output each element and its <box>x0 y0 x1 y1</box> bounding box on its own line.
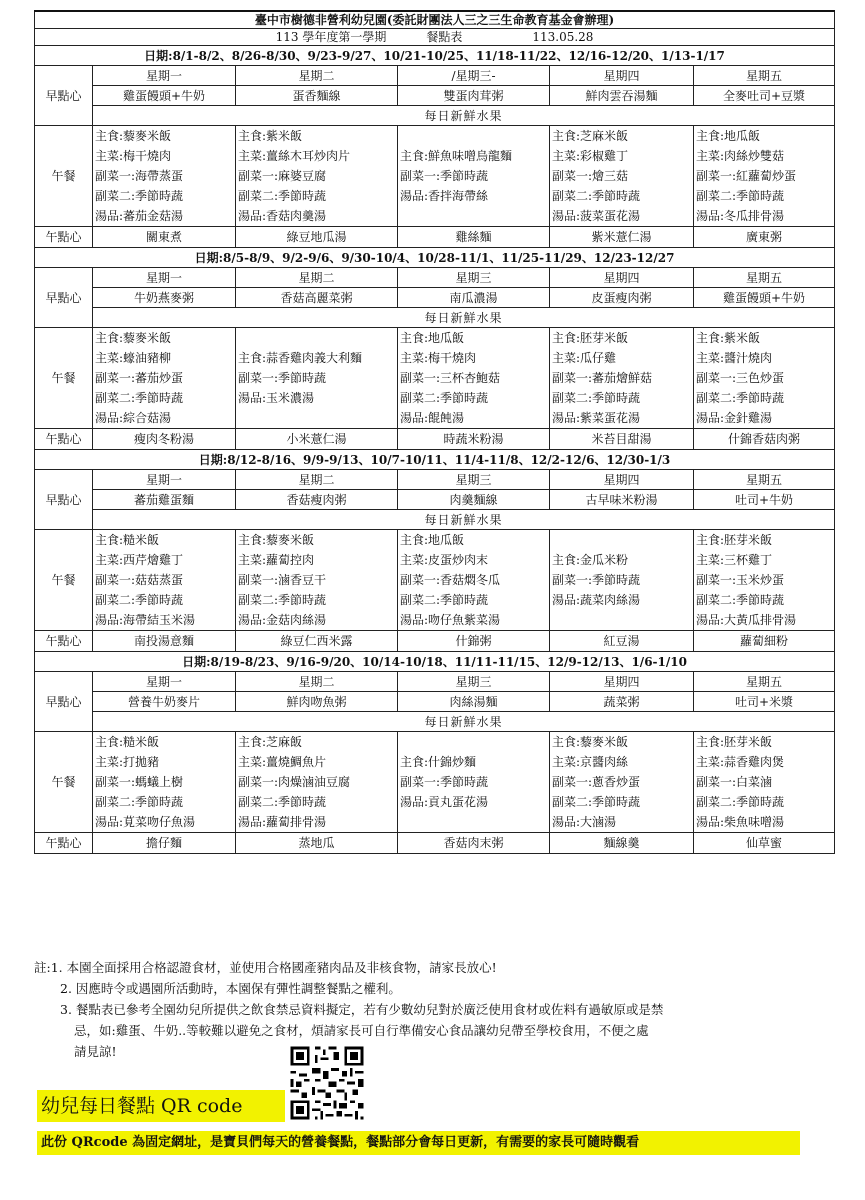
day-header: 星期四 <box>550 268 694 288</box>
lunch-row <box>35 530 835 631</box>
lunch-item: 副菜一:燴三菇 <box>552 169 629 183</box>
day-header: 星期五 <box>694 66 835 86</box>
row-label-afternoon: 午點心 <box>35 631 93 652</box>
lunch-item: 主食:地瓜飯 <box>400 533 465 547</box>
lunch-item: 主食:糙米飯 <box>95 735 160 749</box>
note-2: 2. 因應時令或遇園所活動時，本園保有彈性調整餐點之權利。 <box>60 981 401 996</box>
breakfast-row <box>35 288 835 308</box>
lunch-item: 主菜:梅干燒肉 <box>95 149 172 163</box>
term-label: 113 學年度第一學期 <box>275 30 387 44</box>
lunch-item: 主菜:西芹燴雞丁 <box>95 553 184 567</box>
lunch-item: 副菜二:季節時蔬 <box>95 795 184 809</box>
row-label-lunch: 午餐 <box>35 530 93 631</box>
lunch-item: 主食:蒜香雞肉義大利麵 <box>238 351 363 365</box>
afternoon-item: 蘿蔔細粉 <box>694 631 835 652</box>
afternoon-item: 廣東粥 <box>694 227 835 248</box>
lunch-item: 主菜:瓜仔雞 <box>552 351 617 365</box>
lunch-cell <box>236 126 398 227</box>
day-header: 星期一 <box>93 66 236 86</box>
day-header: 星期五 <box>694 672 835 692</box>
afternoon-item: 南投湯意麵 <box>93 631 236 652</box>
lunch-item: 主食:藜麥米飯 <box>95 129 172 143</box>
lunch-item: 湯品:香菇肉羹湯 <box>238 209 327 223</box>
notes-section <box>34 957 834 1062</box>
lunch-item: 主菜:蠔油豬柳 <box>95 351 172 365</box>
afternoon-item: 紅豆湯 <box>550 631 694 652</box>
lunch-item: 主食:紫米飯 <box>238 129 303 143</box>
lunch-item: 副菜一:麻婆豆腐 <box>238 169 327 183</box>
afternoon-item: 擔仔麵 <box>93 833 236 854</box>
afternoon-item: 綠豆地瓜湯 <box>236 227 398 248</box>
lunch-item: 副菜二:季節時蔬 <box>238 189 327 203</box>
lunch-item: 湯品:海帶結玉米湯 <box>95 613 196 627</box>
breakfast-item: 鮮肉吻魚粥 <box>236 692 398 712</box>
lunch-item: 主食:藜麥米飯 <box>238 533 315 547</box>
lunch-item: 主食:胚芽米飯 <box>552 331 629 345</box>
lunch-item: 主菜:薑燒鯛魚片 <box>238 755 327 769</box>
lunch-item: 主菜:蒜香雞肉煲 <box>696 755 785 769</box>
row-label-lunch: 午餐 <box>35 732 93 833</box>
afternoon-row <box>35 227 835 248</box>
row-label-afternoon: 午點心 <box>35 429 93 450</box>
breakfast-item: 雞蛋饅頭+牛奶 <box>93 86 236 106</box>
lunch-item: 副菜二:季節時蔬 <box>552 795 641 809</box>
row-label-afternoon: 午點心 <box>35 833 93 854</box>
breakfast-item: 肉羹麵線 <box>398 490 550 510</box>
day-header: 星期三 <box>398 672 550 692</box>
lunch-cell <box>550 732 694 833</box>
lunch-item: 主食:什錦炒麵 <box>400 755 477 769</box>
lunch-item: 副菜二:季節時蔬 <box>696 795 785 809</box>
afternoon-item: 什錦粥 <box>398 631 550 652</box>
afternoon-row <box>35 833 835 854</box>
lunch-item: 副菜一:季節時蔬 <box>552 573 641 587</box>
lunch-item: 副菜一:蕃茄燴鮮菇 <box>552 371 653 385</box>
breakfast-item: 全麥吐司+豆漿 <box>694 86 835 106</box>
day-header: 星期一 <box>93 470 236 490</box>
lunch-item: 湯品:玉米濃湯 <box>238 391 315 405</box>
row-label-lunch: 午餐 <box>35 328 93 429</box>
breakfast-item: 古早味米粉湯 <box>550 490 694 510</box>
lunch-item: 副菜二:季節時蔬 <box>696 391 785 405</box>
breakfast-row <box>35 86 835 106</box>
lunch-cell <box>93 328 236 429</box>
breakfast-item: 雙蛋肉茸粥 <box>398 86 550 106</box>
issue-date: 113.05.28 <box>532 30 594 44</box>
lunch-cell <box>236 732 398 833</box>
lunch-cell <box>398 126 550 227</box>
lunch-item: 主食:胚芽米飯 <box>696 735 773 749</box>
lunch-item: 副菜二:季節時蔬 <box>238 795 327 809</box>
lunch-item: 副菜二:季節時蔬 <box>552 189 641 203</box>
afternoon-item: 仙草蜜 <box>694 833 835 854</box>
lunch-item: 湯品:貢丸蛋花湯 <box>400 795 489 809</box>
day-header: 星期三 <box>398 268 550 288</box>
afternoon-item: 小米薏仁湯 <box>236 429 398 450</box>
day-header: /星期三- <box>398 66 550 86</box>
lunch-row <box>35 732 835 833</box>
lunch-item: 湯品:餛飩湯 <box>400 411 465 425</box>
fruit-row <box>35 308 835 328</box>
breakfast-item: 香菇瘦肉粥 <box>236 490 398 510</box>
lunch-cell <box>93 732 236 833</box>
lunch-item: 主食:藜麥米飯 <box>552 735 629 749</box>
lunch-cell <box>93 126 236 227</box>
doc-type-label: 餐點表 <box>426 30 463 44</box>
day-header-row <box>35 470 835 490</box>
daily-fruit: 每日新鮮水果 <box>93 308 835 328</box>
afternoon-item: 蒸地瓜 <box>236 833 398 854</box>
lunch-item: 主菜:薑絲木耳炒肉片 <box>238 149 351 163</box>
day-header: 星期四 <box>550 66 694 86</box>
lunch-item: 副菜一:三色炒蛋 <box>696 371 785 385</box>
lunch-cell <box>694 126 835 227</box>
lunch-item: 湯品:蔬菜肉絲湯 <box>552 593 641 607</box>
lunch-item: 副菜一:蕃茄炒蛋 <box>95 371 184 385</box>
note-3a: 3. 餐點表已參考全園幼兒所提供之飲食禁忌資料擬定，若有少數幼兒對於廣泛使用食材或佐料有過敏原或是禁 <box>60 1002 664 1017</box>
lunch-item: 主食:胚芽米飯 <box>696 533 773 547</box>
lunch-item: 副菜二:季節時蔬 <box>696 593 785 607</box>
afternoon-item: 香菇肉末粥 <box>398 833 550 854</box>
lunch-item: 主菜:京醬肉絲 <box>552 755 629 769</box>
row-label-breakfast: 早點心 <box>35 470 93 530</box>
lunch-item: 主食:地瓜飯 <box>696 129 761 143</box>
lunch-cell <box>550 126 694 227</box>
day-header: 星期二 <box>236 672 398 692</box>
breakfast-item: 肉絲湯麵 <box>398 692 550 712</box>
day-header: 星期二 <box>236 470 398 490</box>
lunch-item: 主菜:皮蛋炒肉末 <box>400 553 489 567</box>
breakfast-item: 牛奶燕麥粥 <box>93 288 236 308</box>
note-3b: 忌，如:雞蛋、牛奶..等較難以避免之食材，煩請家長可自行準備安心食品讓幼兒帶至學校食用，不便之處 <box>74 1023 649 1038</box>
lunch-cell <box>398 530 550 631</box>
lunch-item: 主食:地瓜飯 <box>400 331 465 345</box>
lunch-item: 主菜:打拋豬 <box>95 755 160 769</box>
lunch-item: 湯品:蘿蔔排骨湯 <box>238 815 327 829</box>
lunch-item: 副菜一:紅蘿蔔炒蛋 <box>696 169 797 183</box>
row-label-afternoon: 午點心 <box>35 227 93 248</box>
lunch-item: 湯品:吻仔魚紫菜湯 <box>400 613 501 627</box>
afternoon-item: 雞絲麵 <box>398 227 550 248</box>
week-dates: 日期:8/12-8/16、9/9-9/13、10/7-10/11、11/4-11/8、12/2-12/6、12/30-1/3 <box>35 450 835 470</box>
lunch-item: 湯品:金針雞湯 <box>696 411 773 425</box>
lunch-item: 主菜:三杯雞丁 <box>696 553 773 567</box>
day-header: 星期四 <box>550 672 694 692</box>
lunch-item: 副菜一:季節時蔬 <box>238 371 327 385</box>
lunch-item: 湯品:菠菜蛋花湯 <box>552 209 641 223</box>
lunch-item: 副菜一:菇菇蒸蛋 <box>95 573 184 587</box>
day-header-row <box>35 66 835 86</box>
afternoon-item: 綠豆仁西米露 <box>236 631 398 652</box>
lunch-item: 副菜二:季節時蔬 <box>400 391 489 405</box>
daily-fruit: 每日新鮮水果 <box>93 106 835 126</box>
lunch-cell <box>694 732 835 833</box>
lunch-item: 主食:芝麻飯 <box>238 735 303 749</box>
lunch-row <box>35 126 835 227</box>
lunch-cell <box>550 530 694 631</box>
afternoon-item: 什錦香菇肉粥 <box>694 429 835 450</box>
day-header: 星期一 <box>93 268 236 288</box>
lunch-item: 副菜二:季節時蔬 <box>95 189 184 203</box>
menu-subtitle <box>35 29 835 46</box>
lunch-item: 副菜一:季節時蔬 <box>400 169 489 183</box>
row-label-breakfast: 早點心 <box>35 672 93 732</box>
fruit-row <box>35 510 835 530</box>
lunch-item: 湯品:蕃茄金菇湯 <box>95 209 184 223</box>
afternoon-item: 瘦肉冬粉湯 <box>93 429 236 450</box>
day-header: 星期五 <box>694 268 835 288</box>
lunch-item: 副菜一:肉燥滷油豆腐 <box>238 775 351 789</box>
lunch-item: 湯品:香拌海帶絲 <box>400 189 489 203</box>
lunch-item: 湯品:金菇肉絲湯 <box>238 613 327 627</box>
qr-code-icon[interactable] <box>288 1044 366 1122</box>
daily-fruit: 每日新鮮水果 <box>93 712 835 732</box>
afternoon-item: 關東煮 <box>93 227 236 248</box>
breakfast-item: 蕃茄雞蛋麵 <box>93 490 236 510</box>
day-header: 星期二 <box>236 66 398 86</box>
lunch-cell <box>550 328 694 429</box>
lunch-item: 主食:藜麥米飯 <box>95 331 172 345</box>
lunch-item: 主菜:彩椒雞丁 <box>552 149 629 163</box>
lunch-item: 主食:芝麻米飯 <box>552 129 629 143</box>
lunch-cell <box>398 328 550 429</box>
day-header-row <box>35 268 835 288</box>
lunch-item: 主食:紫米飯 <box>696 331 761 345</box>
breakfast-item: 營養牛奶麥片 <box>93 692 236 712</box>
lunch-item: 主菜:醬汁燒肉 <box>696 351 773 365</box>
row-label-breakfast: 早點心 <box>35 66 93 126</box>
week-dates-row <box>35 450 835 470</box>
lunch-item: 副菜二:季節時蔬 <box>552 391 641 405</box>
lunch-item: 副菜一:三杯杏鮑菇 <box>400 371 501 385</box>
week-dates-row <box>35 248 835 268</box>
lunch-item: 湯品:紫菜蛋花湯 <box>552 411 641 425</box>
lunch-item: 副菜二:季節時蔬 <box>696 189 785 203</box>
afternoon-item: 紫米薏仁湯 <box>550 227 694 248</box>
breakfast-item: 吐司+牛奶 <box>694 490 835 510</box>
qr-banner: 幼兒每日餐點 QR code <box>37 1090 285 1122</box>
breakfast-item: 香菇高麗菜粥 <box>236 288 398 308</box>
breakfast-item: 鮮肉雲吞湯麵 <box>550 86 694 106</box>
breakfast-item: 皮蛋瘦肉粥 <box>550 288 694 308</box>
lunch-cell <box>398 732 550 833</box>
day-header: 星期四 <box>550 470 694 490</box>
breakfast-row <box>35 490 835 510</box>
note-3c: 請見諒! <box>74 1044 117 1059</box>
lunch-cell <box>93 530 236 631</box>
lunch-item: 副菜一:螞蟻上樹 <box>95 775 184 789</box>
afternoon-item: 時蔬米粉湯 <box>398 429 550 450</box>
day-header: 星期二 <box>236 268 398 288</box>
lunch-cell <box>694 328 835 429</box>
menu-sheet <box>34 10 834 854</box>
lunch-row <box>35 328 835 429</box>
lunch-item: 主食:金瓜米粉 <box>552 553 629 567</box>
lunch-item: 主菜:肉絲炒雙菇 <box>696 149 785 163</box>
lunch-item: 湯品:綜合菇湯 <box>95 411 172 425</box>
day-header: 星期五 <box>694 470 835 490</box>
lunch-item: 主菜:蘿蔔控肉 <box>238 553 315 567</box>
day-header-row <box>35 672 835 692</box>
lunch-item: 副菜一:香菇燜冬瓜 <box>400 573 501 587</box>
fruit-row <box>35 712 835 732</box>
lunch-item: 副菜二:季節時蔬 <box>238 593 327 607</box>
lunch-item: 副菜二:季節時蔬 <box>95 593 184 607</box>
afternoon-row <box>35 429 835 450</box>
lunch-item: 副菜二:季節時蔬 <box>95 391 184 405</box>
lunch-item: 副菜一:玉米炒蛋 <box>696 573 785 587</box>
lunch-item: 副菜一:白菜滷 <box>696 775 773 789</box>
lunch-item: 主食:糙米飯 <box>95 533 160 547</box>
lunch-item: 副菜二:季節時蔬 <box>400 593 489 607</box>
breakfast-row <box>35 692 835 712</box>
lunch-cell <box>236 328 398 429</box>
week-dates: 日期:8/1-8/2、8/26-8/30、9/23-9/27、10/21-10/25、11/18-11/22、12/16-12/20、1/13-1/17 <box>35 46 835 66</box>
breakfast-item: 蔬菜粥 <box>550 692 694 712</box>
daily-fruit: 每日新鮮水果 <box>93 510 835 530</box>
week-dates-row <box>35 46 835 66</box>
lunch-item: 湯品:大黃瓜排骨湯 <box>696 613 797 627</box>
lunch-item: 副菜一:海帶蒸蛋 <box>95 169 184 183</box>
lunch-item: 主菜:梅干燒肉 <box>400 351 477 365</box>
day-header: 星期三 <box>398 470 550 490</box>
afternoon-item: 麵線羹 <box>550 833 694 854</box>
breakfast-item: 雞蛋饅頭+牛奶 <box>694 288 835 308</box>
fruit-row <box>35 106 835 126</box>
lunch-cell <box>694 530 835 631</box>
menu-title: 臺中市樹德非營利幼兒園(委託財團法人三之三生命教育基金會辦理) <box>35 11 835 29</box>
breakfast-item: 吐司+米漿 <box>694 692 835 712</box>
week-dates: 日期:8/19-8/23、9/16-9/20、10/14-10/18、11/11-11/15、12/9-12/13、1/6-1/10 <box>35 652 835 672</box>
breakfast-item: 蛋香麵線 <box>236 86 398 106</box>
day-header: 星期一 <box>93 672 236 692</box>
afternoon-row <box>35 631 835 652</box>
lunch-item: 副菜一:季節時蔬 <box>400 775 489 789</box>
qr-note: 此份 QRcode 為固定網址，是寶貝們每天的營養餐點，餐點部分會每日更新，有需要的家長可隨時觀看 <box>37 1131 800 1155</box>
week-dates: 日期:8/5-8/9、9/2-9/6、9/30-10/4、10/28-11/1、11/25-11/29、12/23-12/27 <box>35 248 835 268</box>
lunch-item: 副菜一:滷香豆干 <box>238 573 327 587</box>
lunch-item: 湯品:柴魚味噌湯 <box>696 815 785 829</box>
lunch-item: 副菜一:蔥香炒蛋 <box>552 775 641 789</box>
menu-table <box>34 10 835 854</box>
note-1: 註:1. 本園全面採用合格認證食材，並使用合格國產豬肉品及非核食物，請家長放心! <box>34 960 497 975</box>
week-dates-row <box>35 652 835 672</box>
lunch-item: 湯品:莧菜吻仔魚湯 <box>95 815 196 829</box>
afternoon-item: 米苔目甜湯 <box>550 429 694 450</box>
lunch-item: 湯品:大滷湯 <box>552 815 617 829</box>
row-label-breakfast: 早點心 <box>35 268 93 328</box>
row-label-lunch: 午餐 <box>35 126 93 227</box>
lunch-cell <box>236 530 398 631</box>
lunch-item: 主食:鮮魚味噌烏龍麵 <box>400 149 513 163</box>
lunch-item: 湯品:冬瓜排骨湯 <box>696 209 785 223</box>
breakfast-item: 南瓜濃湯 <box>398 288 550 308</box>
